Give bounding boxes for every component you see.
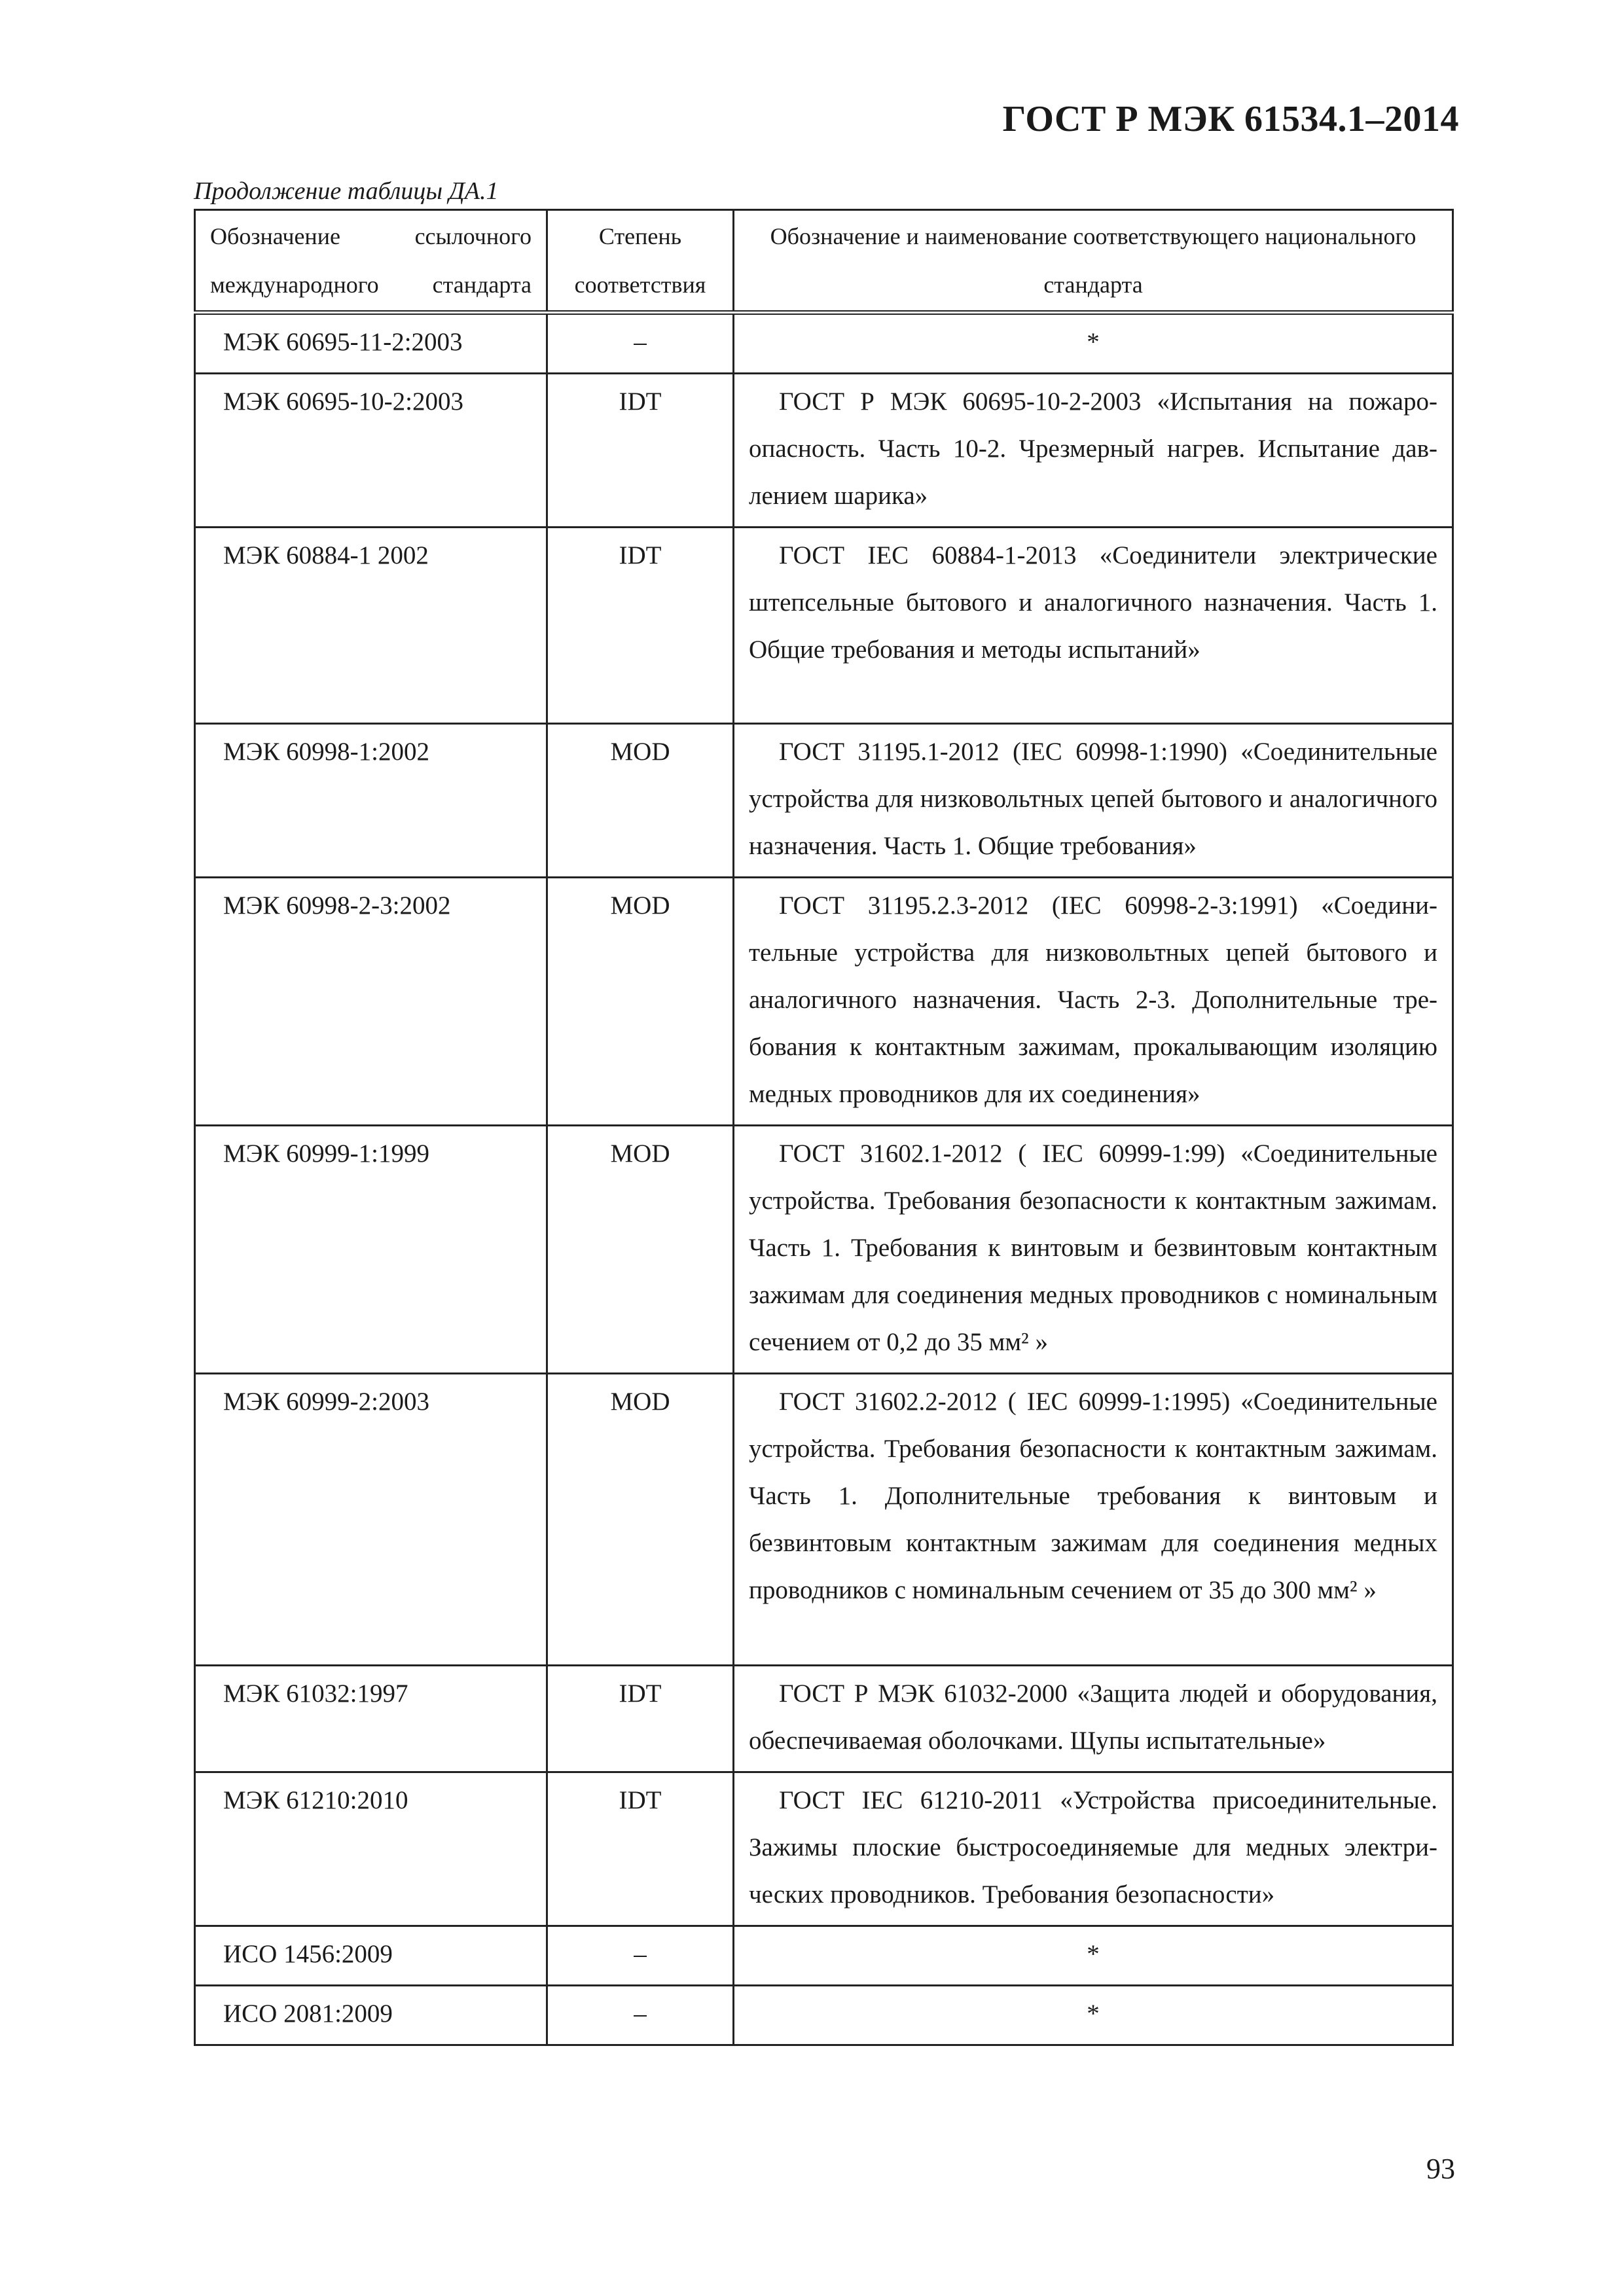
cell-degree: MOD <box>547 1374 734 1666</box>
cell-ref: МЭК 61210:2010 <box>195 1772 547 1926</box>
cell-national <box>734 1666 1453 1772</box>
table-row <box>195 1666 1453 1772</box>
cell-ref: МЭК 61032:1997 <box>195 1666 547 1772</box>
table-row <box>195 1926 1453 1986</box>
cell-national <box>734 878 1453 1126</box>
standards-table <box>194 209 1454 2046</box>
table-row <box>195 374 1453 528</box>
header-national-standard: Обозначение и наименование соответствующего национального стандарта <box>734 210 1453 313</box>
cell-ref: МЭК 60998-1:2002 <box>195 724 547 878</box>
cell-national: * <box>734 1926 1453 1986</box>
cell-degree: IDT <box>547 374 734 528</box>
cell-ref: МЭК 60695-10-2:2003 <box>195 374 547 528</box>
document-code: ГОСТ Р МЭК 61534.1–2014 <box>1002 99 1459 139</box>
cell-degree: – <box>547 1926 734 1986</box>
cell-national <box>734 724 1453 878</box>
cell-ref: МЭК 60695-11-2:2003 <box>195 313 547 374</box>
cell-national: * <box>734 1986 1453 2045</box>
cell-ref: МЭК 60999-2:2003 <box>195 1374 547 1666</box>
cell-degree: IDT <box>547 1772 734 1926</box>
table-row <box>195 528 1453 724</box>
national-text: ГОСТ Р МЭК 60695-10-2-2003 «Испытания на пожароопасность. Часть 10-2. Чрезмерный нагрев. Испытание давлением шарика» <box>749 387 1437 510</box>
header-ref-standard: Обозначение ссылочного международного стандарта <box>195 210 547 313</box>
cell-ref: ИСО 2081:2009 <box>195 1986 547 2045</box>
table-row <box>195 1772 1453 1926</box>
cell-national <box>734 374 1453 528</box>
national-text: ГОСТ Р МЭК 61032-2000 «Защита людей и оборудования, обеспечиваемая оболочками. Щупы испытательные» <box>749 1679 1437 1755</box>
cell-degree: MOD <box>547 724 734 878</box>
cell-ref: МЭК 60999-1:1999 <box>195 1126 547 1374</box>
cell-national <box>734 1772 1453 1926</box>
table-row <box>195 1986 1453 2045</box>
national-text: ГОСТ 31195.1-2012 (IEC 60998-1:1990) «Соединительные устройства для низковольтных цепей бытового и аналогичного назначения. Часть 1. Общие требования» <box>749 738 1437 860</box>
table-caption: Продолжение таблицы ДА.1 <box>194 177 499 205</box>
table-row <box>195 1126 1453 1374</box>
cell-degree: MOD <box>547 878 734 1126</box>
cell-degree: MOD <box>547 1126 734 1374</box>
national-text: ГОСТ 31602.1-2012 ( IEC 60999-1:99) «Соединительные устройства. Требования безопасности к контактным зажимам. Часть 1. Требования к винтовым и безвинтовым контактным зажимам для соединения медных проводников с номинальным сечением от 0,2 до 35 мм² » <box>749 1139 1437 1356</box>
cell-national <box>734 1126 1453 1374</box>
cell-national: * <box>734 313 1453 374</box>
table-row <box>195 313 1453 374</box>
cell-ref: МЭК 60998-2-3:2002 <box>195 878 547 1126</box>
cell-degree: IDT <box>547 1666 734 1772</box>
national-text: ГОСТ IEC 60884-1-2013 «Соединители электрические штепсельные бытового и аналогичного назначения. Часть 1. Общие требования и методы испытаний» <box>749 541 1437 664</box>
table-row <box>195 1374 1453 1666</box>
header-degree: Степень соответствия <box>547 210 734 313</box>
table-row <box>195 724 1453 878</box>
cell-national <box>734 1374 1453 1666</box>
cell-ref: МЭК 60884-1 2002 <box>195 528 547 724</box>
national-text: ГОСТ 31602.2-2012 ( IEC 60999-1:1995) «Соединительные устройства. Требования безопасности к контактным зажимам. Часть 1. Дополнительные требования к винтовым и безвинтовым контактным зажимам для соединения медных проводников с номинальным сечением от 35 до 300 мм² » <box>749 1388 1437 1604</box>
cell-ref: ИСО 1456:2009 <box>195 1926 547 1986</box>
national-text: ГОСТ IEC 61210-2011 «Устройства присоединительные. Зажимы плоские быстросоединяемые для медных электрических проводников. Требования безопасности» <box>749 1786 1437 1909</box>
table-header-row <box>195 210 1453 313</box>
cell-national <box>734 528 1453 724</box>
page-number: 93 <box>1426 2153 1455 2185</box>
table-row <box>195 878 1453 1126</box>
cell-degree: – <box>547 1986 734 2045</box>
national-text: ГОСТ 31195.2.3-2012 (IEC 60998-2-3:1991) «Соединительные устройства для низковольтных цепей бытового и аналогичного назначения. Часть 2-3. Дополнительные требования к контактным зажимам, прокалывающим изоляцию медных проводников для их соединения» <box>749 891 1437 1108</box>
cell-degree: IDT <box>547 528 734 724</box>
cell-degree: – <box>547 313 734 374</box>
